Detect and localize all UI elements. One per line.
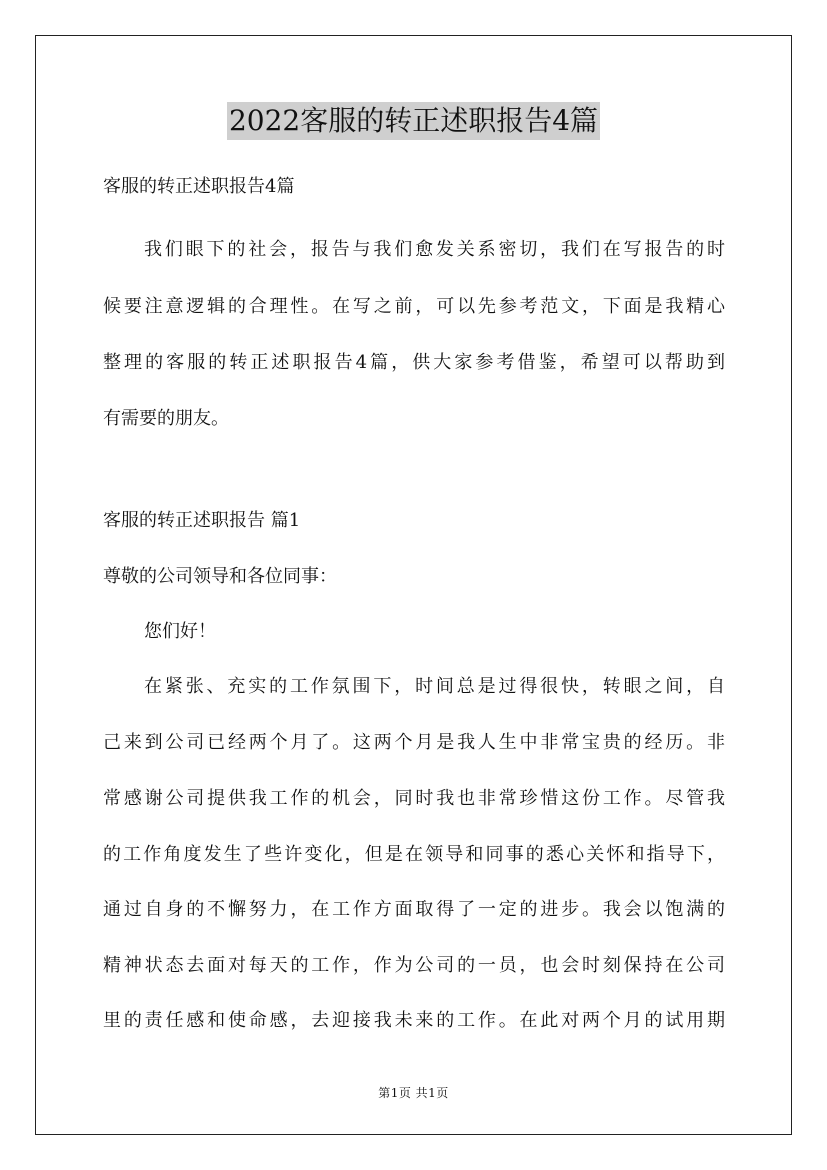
body-line-1: 在紧张、充实的工作氛围下，时间总是过得很快，转眼之间，自: [144, 676, 725, 697]
title-container: [0, 102, 827, 140]
intro-line-1: 我们眼下的社会，报告与我们愈发关系密切，我们在写报告的时: [144, 239, 725, 260]
body-line-5: 通过自身的不懈努力，在工作方面取得了一定的进步。我会以饱满的: [103, 899, 725, 920]
document-title: 2022客服的转正述职报告4篇: [227, 102, 600, 140]
body-line-4: 的工作角度发生了些许变化，但是在领导和同事的悉心关怀和指导下，: [103, 844, 725, 865]
intro-line-3: 整理的客服的转正述职报告4篇，供大家参考借鉴，希望可以帮助到: [103, 352, 725, 373]
salutation: 尊敬的公司领导和各位同事：: [103, 566, 337, 587]
body-line-2: 己来到公司已经两个月了。这两个月是我人生中非常宝贵的经历。非: [103, 732, 725, 753]
body-line-3: 常感谢公司提供我工作的机会，同时我也非常珍惜这份工作。尽管我: [103, 788, 725, 809]
section-heading: 客服的转正述职报告 篇1: [103, 510, 301, 531]
body-line-7: 里的责任感和使命感，去迎接我未来的工作。在此对两个月的试用期: [103, 1010, 725, 1031]
document-subtitle: 客服的转正述职报告4篇: [103, 176, 295, 197]
body-line-6: 精神状态去面对每天的工作，作为公司的一员，也会时刻保持在公司: [103, 955, 725, 976]
greeting: 您们好！: [144, 621, 216, 642]
page-number-footer: 第1页 共1页: [378, 1086, 449, 1100]
intro-line-4: 有需要的朋友。: [103, 408, 229, 429]
intro-line-2: 候要注意逻辑的合理性。在写之前，可以先参考范文，下面是我精心: [103, 296, 725, 317]
